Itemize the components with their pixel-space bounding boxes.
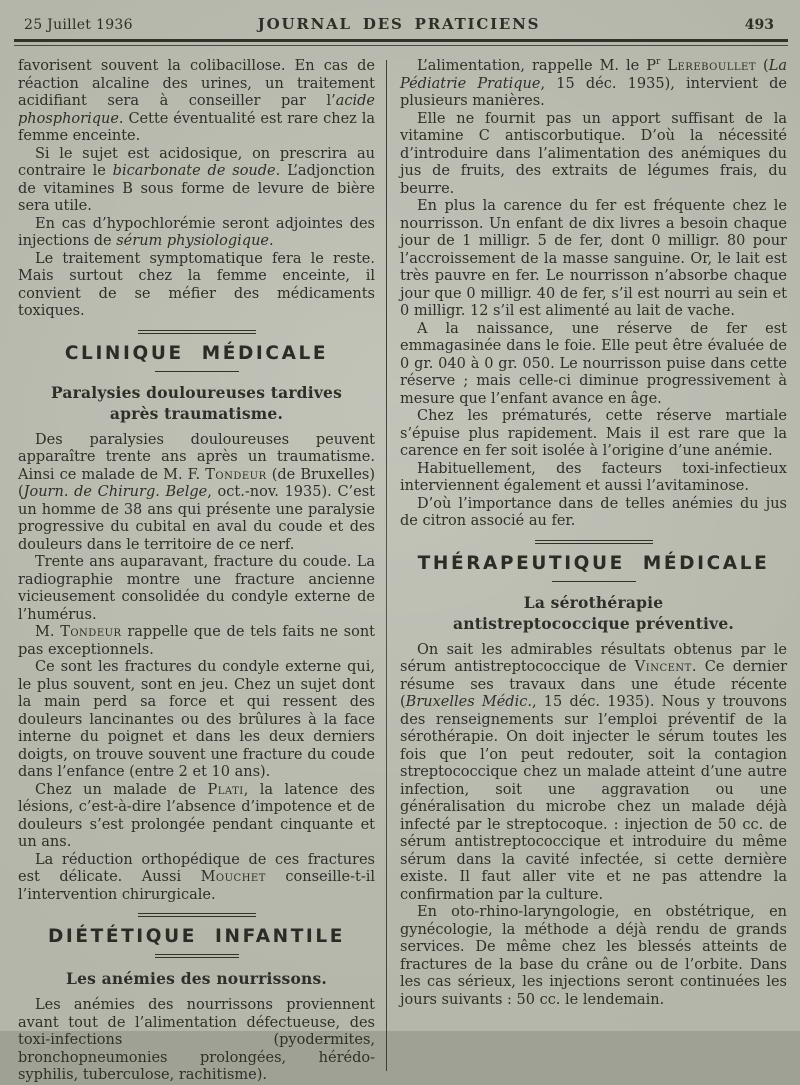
text-segment: Ce sont les fractures du condyle externe qui, le plus souvent, sont en jeu. Chez un sujet dont la main perd sa force et qui ressent des douleurs lancinantes ou des brûlures à la face interne du poignet et dans les deux derniers doigts, on trouve souvent une fracture du coude dans l’enfance (entre 2 et 10 ans). xyxy=(18,659,375,780)
text-segment: Le traitement symptomatique fera le reste. Mais surtout chez la femme enceinte, il convient de se méfier des médicaments toxiques. xyxy=(18,250,375,319)
text-segment: L’alimentation, rappelle M. le P xyxy=(417,58,657,74)
article-paragraph xyxy=(18,251,375,321)
subtitle-line: antistreptococcique préventive. xyxy=(452,613,735,633)
text-segment: A la naissance, une réserve de fer est emmagasinée dans le foie. Elle peut être évaluée de 0 gr. 040 à 0 gr. 050. Le nourrisson puise dans cette réserve ; mais celle-ci diminue progressivement à mesure que l’enfant avance en âge. xyxy=(400,320,787,407)
text-segment: En cas d’hypochlorémie seront adjointes des injections de xyxy=(18,215,375,249)
text-segment: Chez les prématurés, cette réserve martiale s’épuise plus rapidement. Mais il est rare que la carence en fer soit isolée à l’origine d’une anémie. xyxy=(400,408,787,459)
text-segment: D’où l’importance dans de telles anémies du jus de citron associé au fer. xyxy=(400,495,787,529)
article-subtitle xyxy=(18,382,375,424)
section-separator-rule xyxy=(138,330,256,334)
article-paragraph xyxy=(18,997,375,1085)
section-heading-clinique-medicale: CLINIQUE MÉDICALE xyxy=(64,342,329,364)
header-rule xyxy=(14,39,788,46)
article-paragraph xyxy=(400,321,787,409)
text-segment: Plati xyxy=(207,781,244,798)
text-segment: , la latence des lésions, c’est-à-dire l’absence d’impotence et de douleurs s’est prolongée pendant cinquante et un ans. xyxy=(18,781,375,850)
page-number: 493 xyxy=(744,17,774,33)
subtitle-line: Paralysies douloureuses tardives xyxy=(50,382,343,402)
article-paragraph xyxy=(18,659,375,782)
article-paragraph xyxy=(18,624,375,659)
text-segment: Trente ans auparavant, fracture du coude. La radiographie montre une fracture ancienne vicieusement consolidée du condyle externe de l’humérus. xyxy=(18,554,375,623)
article-paragraph xyxy=(400,904,787,1009)
section-heading-dietetique-infantile: DIÉTÉTIQUE INFANTILE xyxy=(47,926,346,947)
text-segment: Chez un malade de xyxy=(35,781,208,798)
left-column xyxy=(18,58,375,1085)
article-paragraph xyxy=(400,198,787,321)
article-paragraph xyxy=(18,782,375,852)
text-segment: Vincent xyxy=(634,659,692,675)
text-segment: En plus la carence du fer est fréquente chez le nourrisson. Un enfant de dix livres a besoin chaque jour de 1 milligr. 5 de fer, dont 0 milligr. 80 pour l’accroissement de la masse sanguine. Or, le lait est très pauvre en fer. Le nourrisson n’absorbe chaque jour que 0 milligr. 40 de fer, s’il est nourri au sein et 0 milligr. 12 s’il est alimenté au lait de vache. xyxy=(400,198,787,319)
text-segment: bicarbonate de soude xyxy=(112,163,276,179)
text-segment: Les anémies des nourrissons proviennent avant tout de l’alimentation défectueuse, des toxi-infections (pyodermites, bronchopneumonies prolongées, hérédo-syphilis, tuberculose, rachitisme). xyxy=(18,997,375,1083)
article-paragraph xyxy=(18,852,375,905)
article-subtitle xyxy=(400,592,787,634)
article-paragraph xyxy=(400,642,787,905)
page-header xyxy=(0,0,800,38)
text-segment: , oct.-nov. 1935). C’est un homme de 38 ans qui présente une paralysie progressive du cubital en aval du coude et des douleurs dans le territoire de ce nerf. xyxy=(18,484,375,553)
subtitle-line: La sérothérapie xyxy=(523,592,664,612)
article-paragraph xyxy=(400,58,787,111)
article-paragraph xyxy=(18,58,375,146)
heading-underline-rule xyxy=(552,581,636,582)
right-column xyxy=(400,58,787,1085)
article-paragraph xyxy=(18,146,375,216)
text-segment: conseille-t-il l’intervention chirurgicale. xyxy=(18,869,375,903)
article-paragraph xyxy=(400,111,787,199)
article-paragraph xyxy=(400,496,787,531)
text-segment: . L’adjonction de vitamines B sous forme de levure de bière sera utile. xyxy=(18,163,376,214)
section-heading-therapeutique-medicale: THÉRAPEUTIQUE MÉDICALE xyxy=(417,552,770,574)
text-segment: Bruxelles Médic. xyxy=(405,694,532,710)
text-segment: . Cette éventualité est rare chez la femme enceinte. xyxy=(18,110,375,144)
article-subtitle xyxy=(18,968,375,989)
two-column-layout xyxy=(0,46,800,1085)
text-segment: Tondeur xyxy=(205,466,267,483)
text-segment: La réduction orthopédique de ces fractures est délicate. Aussi xyxy=(18,851,375,885)
text-segment: . Ce dernier résume ses travaux dans une étude récente ( xyxy=(400,659,787,710)
issue-date: 25 Juillet 1936 xyxy=(24,17,133,33)
text-segment: ( xyxy=(756,58,769,74)
text-segment: Journ. de Chirurg. Belge xyxy=(23,484,208,500)
section-separator-rule xyxy=(138,913,256,917)
article-paragraph xyxy=(18,432,375,555)
text-segment: (de Bruxelles) ( xyxy=(18,466,375,500)
article-paragraph xyxy=(18,554,375,624)
text-segment: On sait les admirables résultats obtenus par le sérum antistreptococcique de xyxy=(400,641,787,675)
column-divider-rule xyxy=(386,60,387,1071)
text-segment: Si le sujet est acidosique, on prescrira au contraire le xyxy=(18,145,375,179)
text-segment: , 15 déc. 1935). Nous y trouvons des renseignements sur l’emploi préventif de la sérothérapie. On doit injecter le sérum toutes les fois que l’on peut redouter, soit la contagion streptococcique chez un malade atteint d’une autre infection, soit une aggravation ou une généralisation du microbe chez un malade déjà infecté par le streptocoque. : injection de 50 cc. de sérum antistreptococcique et introduire du même sérum dans la cavité infectée, si cette dernière existe. Il faut aller vite et ne pas attendre la confirmation par la culture. xyxy=(400,694,787,903)
text-segment: Tondeur xyxy=(60,624,122,640)
article-paragraph xyxy=(18,216,375,251)
text-segment: Elle ne fournit pas un apport suffisant de la vitamine C antiscorbutique. D’où la nécessité d’introduire dans l’alimentation des anémiques du jus de fruits, des extraits de légumes frais, du beurre. xyxy=(400,110,787,197)
text-segment: . xyxy=(269,233,274,249)
text-segment: Mouchet xyxy=(200,869,266,885)
heading-underline-rule xyxy=(155,954,239,958)
article-paragraph xyxy=(400,408,787,461)
text-segment: En oto-rhino-laryngologie, en obstétrique, en gynécologie, la méthode a déjà rendu de grands services. De même chez les blessés atteints de fractures de la base du crâne ou de l’orbite. Dans les cas sérieux, les injections seront continuées les jours suivants : 50 cc. le lendemain. xyxy=(400,904,787,1008)
journal-title: JOURNAL DES PRATICIENS xyxy=(257,15,541,33)
text-segment: M. xyxy=(35,624,61,640)
text-segment: r xyxy=(656,57,661,68)
text-segment: sérum physiologique xyxy=(116,233,269,249)
text-segment: , 15 déc. 1935), intervient de plusieurs manières. xyxy=(400,75,788,109)
subtitle-line: après traumatisme. xyxy=(109,403,284,423)
text-segment: acide phosphorique xyxy=(18,93,375,127)
text-segment: Habituellement, des facteurs toxi-infectieux interviennent également et aussi l’avitaminose. xyxy=(400,460,787,494)
heading-underline-rule xyxy=(155,371,239,372)
text-segment: La Pédiatrie Pratique xyxy=(400,58,787,92)
subtitle-line: Les anémies des nourrissons. xyxy=(65,969,328,988)
text-segment: favorisent souvent la colibacillose. En cas de réaction alcaline des urines, un traitement acidifiant sera à conseiller par l’ xyxy=(18,58,375,109)
text-segment: Des paralysies douloureuses peuvent apparaître trente ans après un traumatisme. Ainsi ce malade de M. F. xyxy=(18,431,375,483)
text-segment: Lereboullet xyxy=(667,58,757,74)
text-segment: rappelle que de tels faits ne sont pas exceptionnels. xyxy=(18,624,375,658)
section-separator-rule xyxy=(535,540,653,544)
article-paragraph xyxy=(400,461,787,496)
